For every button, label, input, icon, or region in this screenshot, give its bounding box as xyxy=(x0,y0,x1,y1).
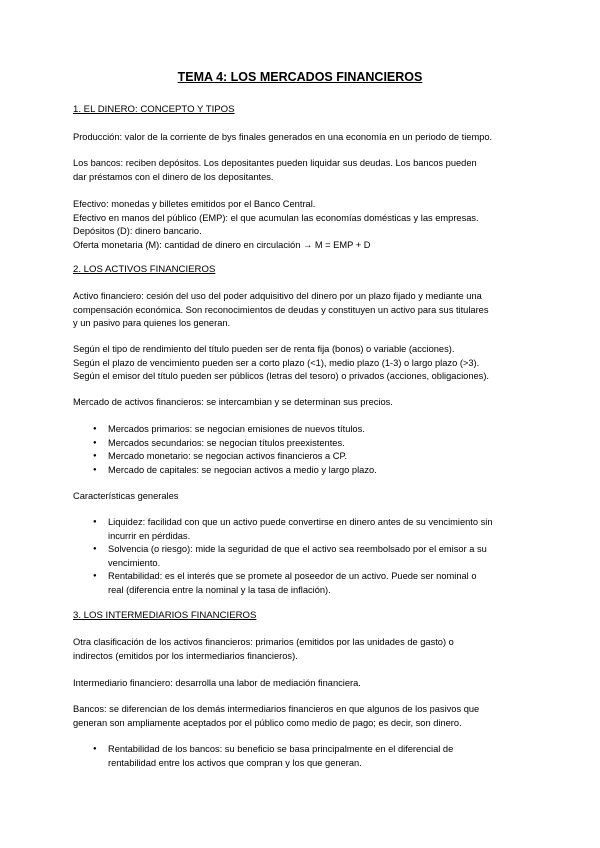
text-line: Según el emisor del título pueden ser públicos (letras del tesoro) o privados (acciones, obligaciones). xyxy=(73,371,490,382)
text-line: Activo financiero: cesión del uso del poder adquisitivo del dinero por un plazo fijado y mediante una xyxy=(73,291,482,301)
text-line: Según el tipo de rendimiento del título pueden ser de renta fija (bonos) o variable (acciones). xyxy=(73,344,455,354)
paragraph: Intermediario financiero: desarrolla una labor de mediación financiera. xyxy=(73,678,361,688)
paragraph: Características generales xyxy=(73,491,179,501)
bullet-list xyxy=(93,423,533,477)
bullet-list xyxy=(93,516,533,598)
text-line: Depósitos (D): dinero bancario. xyxy=(73,226,202,237)
paragraph xyxy=(73,198,533,252)
list-item xyxy=(93,543,533,570)
section-2-heading: 2. LOS ACTIVOS FINANCIEROS xyxy=(73,264,216,275)
text-line: Efectivo: monedas y billetes emitidos por el Banco Central. xyxy=(73,199,316,209)
text-line: Los bancos: reciben depósitos. Los depositantes pueden liquidar sus deudas. Los bancos pueden xyxy=(73,158,477,168)
paragraph xyxy=(73,343,533,384)
text-line: generan son ampliamente aceptados por el público como medio de pago; es decir, son dinero. xyxy=(73,717,462,728)
text-line: indirectos (emitidos por los intermediarios financieros). xyxy=(73,650,298,661)
text-line: ● Liquidez: facilidad con que un activo puede convertirse en dinero antes de su vencimiento sin xyxy=(108,517,493,527)
list-item: ● Mercado monetario: se negocian activos financieros a CP. xyxy=(93,450,533,464)
list-item: ● Mercado de capitales: se negocian activos a medio y largo plazo. xyxy=(93,464,533,478)
text-line: compensación económica. Son reconocimientos de deudas y constituyen un activo para sus titulares xyxy=(73,304,489,315)
paragraph xyxy=(73,703,533,730)
section-3-heading: 3. LOS INTERMEDIARIOS FINANCIEROS xyxy=(73,610,257,621)
list-item xyxy=(93,516,533,543)
paragraph xyxy=(73,157,533,184)
section-1-heading: 1. EL DINERO: CONCEPTO Y TIPOS xyxy=(73,104,235,115)
bullet-list xyxy=(93,743,533,770)
text-line: Bancos: se diferencian de los demás intermediarios financieros en que algunos de los pasivos que xyxy=(73,704,480,714)
text-line: y un pasivo para quienes los generan. xyxy=(73,318,231,329)
paragraph xyxy=(73,636,533,663)
list-item: ● Mercados secundarios: se negocian títulos preexistentes. xyxy=(93,437,533,451)
paragraph: Producción: valor de la corriente de bys finales generados en una economía en un periodo de tiempo. xyxy=(73,132,493,142)
text-line: real (diferencia entre la nominal y la tasa de inflación). xyxy=(108,584,331,595)
text-line: Efectivo en manos del público (EMP): el que acumulan las economías domésticas y las empresas. xyxy=(73,212,479,223)
list-item xyxy=(93,570,533,597)
paragraph: Mercado de activos financieros: se intercambian y se determinan sus precios. xyxy=(73,397,393,407)
text-line: dar préstamos con el dinero de los depositantes. xyxy=(73,171,274,182)
text-line: ● Rentabilidad de los bancos: su beneficio se basa principalmente en el diferencial de xyxy=(108,744,454,754)
text-line: Oferta monetaria (M): cantidad de dinero en circulación → M = EMP + D xyxy=(73,239,371,250)
document-title: TEMA 4: LOS MERCADOS FINANCIEROS xyxy=(177,70,423,84)
text-line: vencimiento. xyxy=(108,557,161,568)
text-line: Según el plazo de vencimiento pueden ser a corto plazo (<1), medio plazo (1-3) o largo plazo (>3). xyxy=(73,357,480,368)
text-line: Otra clasificación de los activos financieros: primarios (emitidos por las unidades de gasto) o xyxy=(73,637,454,647)
text-line: rentabilidad entre los activos que compran y los que generan. xyxy=(108,757,362,768)
list-item: ● Mercados primarios: se negocian emisiones de nuevos títulos. xyxy=(93,423,533,437)
list-item xyxy=(93,743,533,770)
text-line: ● Solvencia (o riesgo): mide la seguridad de que el activo sea reembolsado por el emisor a su xyxy=(108,544,487,555)
paragraph xyxy=(73,290,533,331)
text-line: ● Rentabilidad: es el interés que se promete al poseedor de un activo. Puede ser nominal o xyxy=(108,571,477,582)
text-line: incurrir en pérdidas. xyxy=(108,530,191,541)
